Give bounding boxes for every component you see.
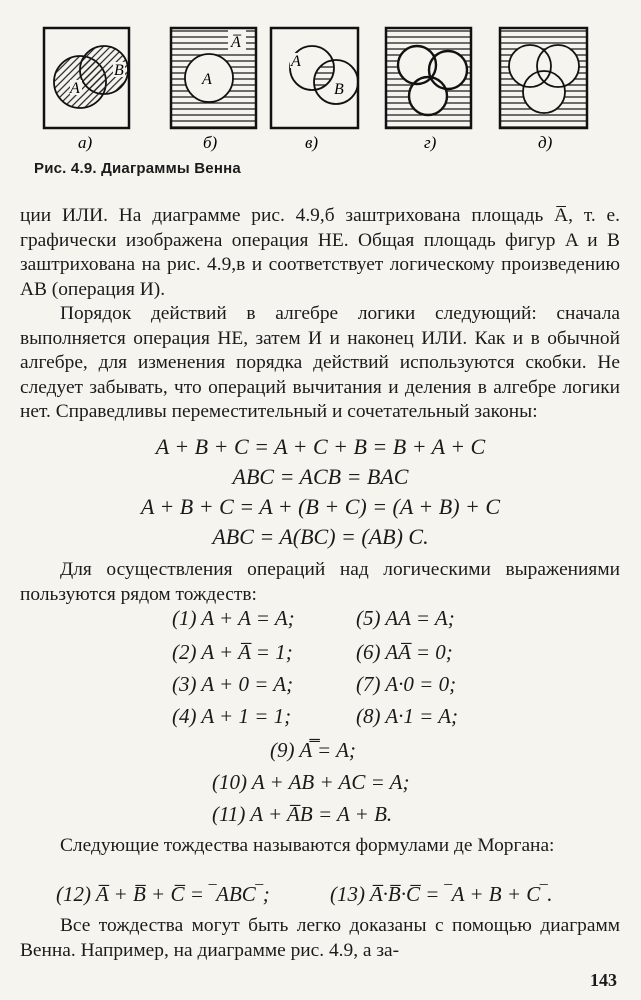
paragraph-5: Все тождества могут быть легко доказаны с помощью диаграмм Венна. Например, на диаграмме рис. 4.9, а за- — [20, 915, 620, 961]
venn-diagram-b — [171, 28, 256, 128]
label-b-fig-a: B — [114, 62, 124, 79]
paragraph-3: Для осуществления операций над логическими выражениями пользуются рядом тождеств: — [20, 559, 620, 605]
label-a-fig-v: A — [291, 53, 301, 70]
demorgan-12: (12) A̅ + B̅ + C̅ = ‾ABC‾; — [56, 882, 270, 906]
law-2: ABC = ACB = BAC — [232, 464, 409, 489]
venn-diagram-d — [500, 28, 587, 128]
label-a-fig-b: A — [202, 71, 212, 88]
venn-diagram-v — [271, 28, 358, 128]
law-3: A + B + C = A + (B + C) = (A + B) + C — [140, 494, 501, 519]
paragraph-4: Следующие тождества называются формулами де Моргана: — [60, 835, 555, 856]
figure-label-d: д) — [538, 133, 553, 152]
venn-diagram-a — [44, 28, 129, 128]
label-a-fig-a: A — [70, 80, 80, 97]
figure-caption: Рис. 4.9. Диаграммы Венна — [34, 160, 241, 177]
figure-label-g: г) — [424, 133, 437, 152]
identity-3: (3) A + 0 = A; — [172, 672, 294, 696]
figure-label-v: в) — [305, 133, 319, 152]
venn-diagram-g — [386, 28, 471, 128]
identity-11: (11) A + A̅B = A + B. — [212, 802, 393, 826]
identity-4: (4) A + 1 = 1; — [172, 704, 292, 728]
law-4: ABC = A(BC) = (AB) C. — [212, 524, 429, 549]
label-b-fig-v: B — [334, 81, 344, 98]
identity-8: (8) A·1 = A; — [356, 704, 459, 728]
page-number: 143 — [590, 970, 617, 990]
figure-label-a: а) — [78, 133, 93, 152]
identity-7: (7) A·0 = 0; — [356, 672, 457, 696]
identity-6: (6) AA̅ = 0; — [356, 640, 453, 664]
figure-label-b: б) — [203, 133, 218, 152]
figure-labels — [78, 133, 553, 152]
identity-10: (10) A + AB + AC = A; — [212, 770, 410, 794]
identity-9: (9) A̿ = A; — [270, 738, 356, 762]
paragraph-1: ции ИЛИ. На диаграмме рис. 4.9,б заштрихована площадь A̅, т. е. графически изображена операция НЕ. Общая площадь фигур A и B заштрихована на рис. 4.9,в и соответствует логическому произведению AB (операция И). — [20, 205, 620, 300]
identity-1: (1) A + A = A; — [172, 606, 295, 630]
law-1: A + B + C = A + C + B = B + A + C — [155, 434, 486, 459]
label-not-a-fig-b: A̅ — [231, 34, 241, 51]
identity-5: (5) AA = A; — [356, 606, 455, 630]
identity-2: (2) A + A̅ = 1; — [172, 640, 293, 664]
demorgan-13: (13) A̅·B̅·C̅ = ‾A + B + C‾. — [330, 882, 553, 906]
venn-figures — [0, 0, 641, 160]
paragraph-2: Порядок действий в алгебре логики следующий: сначала выполняется операция НЕ, затем И и наконец ИЛИ. Как и в обычной алгебре, для изменения порядка действий используются скобки. Не следует забывать, что операций вычитания и деления в алгебре логики нет. Справедливы переместительный и сочетательный законы: — [20, 303, 620, 423]
